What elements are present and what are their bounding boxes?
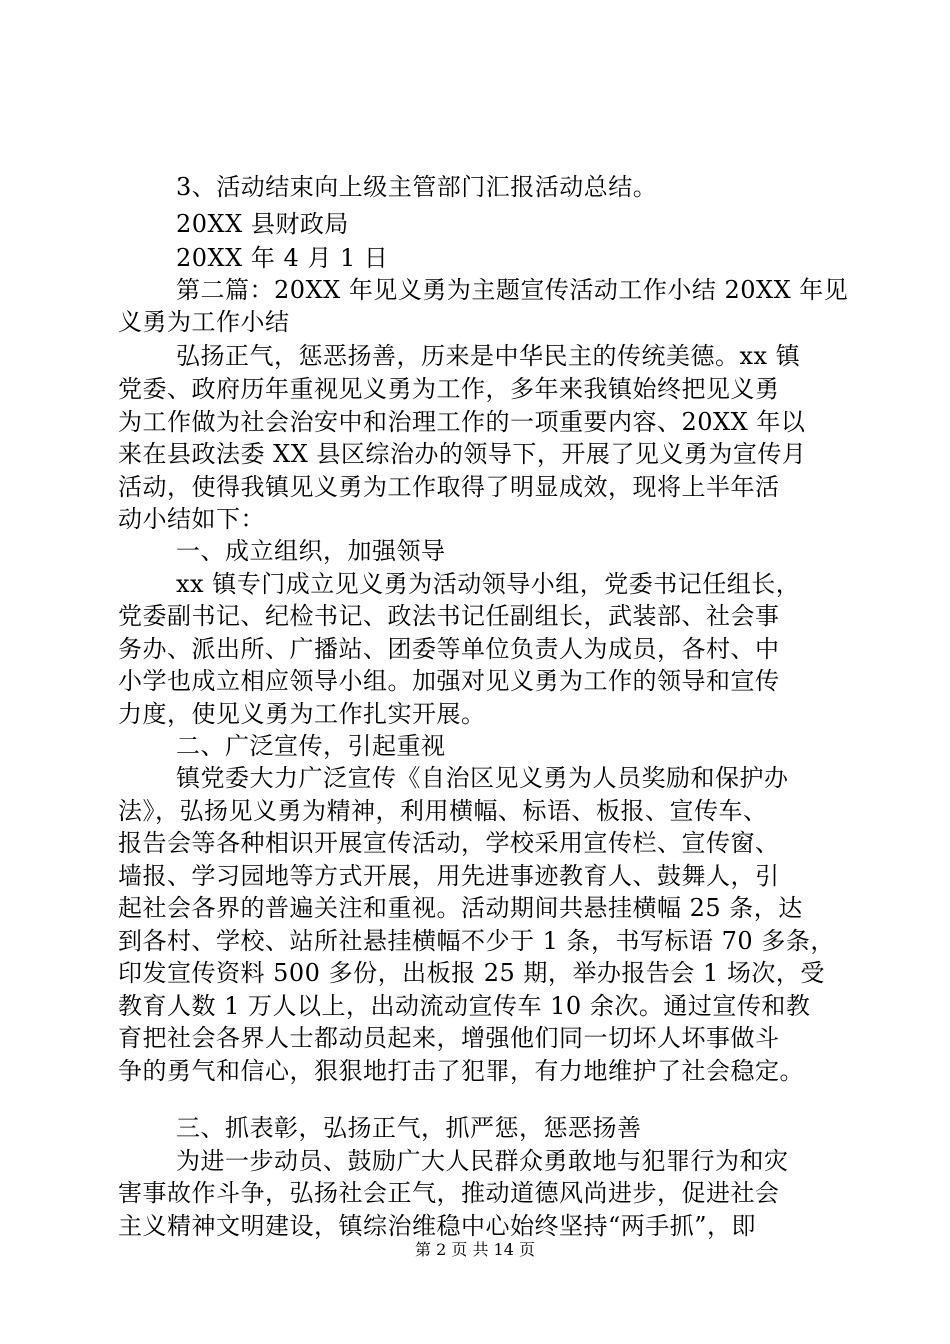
body-text-line: 起社会各界的普遍关注和重视。活动期间共悬挂横幅 25 条，达 <box>118 894 803 922</box>
body-text-line: 报告会等各种相识开展宣传活动，学校采用宣传栏、宣传窗、 <box>118 829 780 857</box>
body-text-line: 主义精神文明建设，镇综治维稳中心始终坚持“两手抓”，即 <box>118 1212 757 1240</box>
body-text-line: 活动，使得我镇见义勇为工作取得了明显成效，现将上半年活 <box>118 473 780 501</box>
section-heading: 义勇为工作小结 <box>118 308 290 336</box>
body-text-line: 到各村、学校、站所社悬挂横幅不少于 1 条，书写标语 70 多条， <box>118 927 835 955</box>
body-text-line: 来在县政法委 XX 县区综治办的领导下，开展了见义勇为宣传月 <box>118 440 807 468</box>
section-heading: 第二篇：20XX 年见义勇为主题宣传活动工作小结 20XX 年见 <box>176 276 849 304</box>
body-text-line: 务办、派出所、广播站、团委等单位负责人为成员，各村、中 <box>118 635 780 663</box>
body-text-line: 镇党委大力广泛宣传《自治区见义勇为人员奖励和保护办 <box>176 764 789 792</box>
body-text-line: 为工作做为社会治安中和治理工作的一项重要内容、20XX 年以 <box>118 408 806 436</box>
section-heading: 三、抓表彰，弘扬正气，抓严惩，惩恶扬善 <box>176 1114 642 1142</box>
body-text-line: 弘扬正气，惩恶扬善，历来是中华民主的传统美德。xx 镇 <box>176 342 801 370</box>
body-text-line: 20XX 县财政局 <box>176 210 349 238</box>
body-text-line: 争的勇气和信心，狠狠地打击了犯罪，有力地维护了社会稳定。 <box>118 1057 804 1085</box>
body-text-line: 为进一步动员、鼓励广大人民群众勇敢地与犯罪行为和灾 <box>176 1147 789 1175</box>
body-text-line: 党委、政府历年重视见义勇为工作，多年来我镇始终把见义勇 <box>118 375 780 403</box>
body-text-line: 印发宣传资料 500 多份，出板报 25 期，举办报告会 1 场次，受 <box>118 959 825 987</box>
body-text-line: 小学也成立相应领导小组。加强对见义勇为工作的领导和宣传 <box>118 667 780 695</box>
body-text-line: 3、活动结束向上级主管部门汇报活动总结。 <box>176 173 658 201</box>
body-text-line: 20XX 年 4 月 1 日 <box>176 244 389 272</box>
body-text-line: 教育人数 1 万人以上，出动流动宣传车 10 余次。通过宣传和教 <box>118 992 811 1020</box>
body-text-line: 力度，使见义勇为工作扎实开展。 <box>118 700 486 728</box>
body-text-line: 害事故作斗争，弘扬社会正气，推动道德风尚进步，促进社会 <box>118 1179 780 1207</box>
body-text-line: xx 镇专门成立见义勇为活动领导小组，党委书记任组长， <box>176 570 801 598</box>
body-text-line: 育把社会各界人士都动员起来，增强他们同一切坏人坏事做斗 <box>118 1024 780 1052</box>
body-text-line: 墙报、学习园地等方式开展，用先进事迹教育人、鼓舞人，引 <box>118 862 780 890</box>
body-text-line: 法》，弘扬见义勇为精神，利用横幅、标语、板报、宣传车、 <box>118 797 768 825</box>
section-heading: 一、成立组织，加强领导 <box>176 537 446 565</box>
body-text-line: 动小结如下： <box>118 505 265 533</box>
page-number-footer: 第 2 页 共 14 页 <box>415 1240 535 1259</box>
body-text-line: 党委副书记、纪检书记、政法书记任副组长，武装部、社会事 <box>118 602 780 630</box>
section-heading: 二、广泛宣传，引起重视 <box>176 732 446 760</box>
